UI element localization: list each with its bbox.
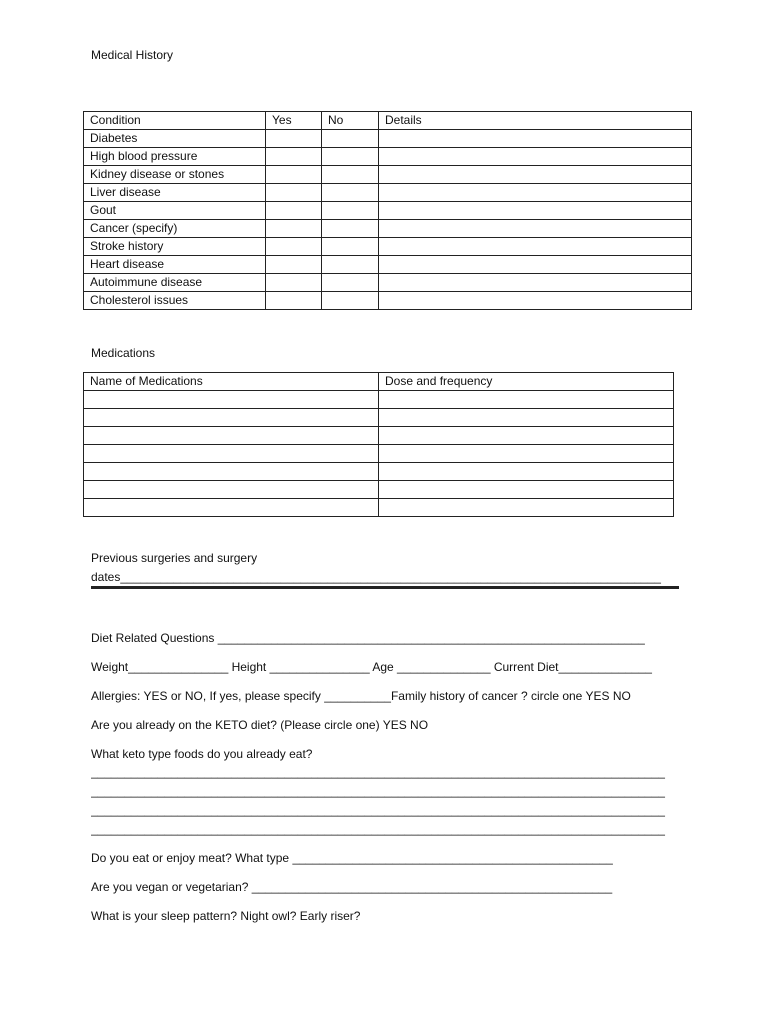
surgeries-label: Previous surgeries and surgery xyxy=(91,551,258,565)
answer-line[interactable]: ______________________________________________________________________________________ xyxy=(91,784,665,798)
details-cell[interactable] xyxy=(379,292,692,310)
condition-label: Liver disease xyxy=(84,184,266,202)
surgeries-dates-line[interactable]: dates_________________________________________________________________________________ xyxy=(91,570,661,584)
keto-foods-question: What keto type foods do you already eat? xyxy=(91,747,313,761)
condition-label: Stroke history xyxy=(84,238,266,256)
condition-label: Diabetes xyxy=(84,130,266,148)
no-cell[interactable] xyxy=(322,256,379,274)
no-cell[interactable] xyxy=(322,202,379,220)
yes-cell[interactable] xyxy=(266,148,322,166)
table-row xyxy=(84,220,692,238)
no-cell[interactable] xyxy=(322,274,379,292)
no-cell[interactable] xyxy=(322,148,379,166)
medications-title: Medications xyxy=(91,346,156,360)
medication-name-cell[interactable] xyxy=(84,499,379,517)
no-cell[interactable] xyxy=(322,184,379,202)
diet-questions-line[interactable]: Diet Related Questions ________________________________________________________________ xyxy=(91,631,645,645)
details-cell[interactable] xyxy=(379,148,692,166)
table-row xyxy=(84,445,674,463)
details-cell[interactable] xyxy=(379,220,692,238)
dose-frequency-cell[interactable] xyxy=(379,463,674,481)
keto-diet-question[interactable]: Are you already on the KETO diet? (Please circle one) YES NO xyxy=(91,718,429,732)
condition-label: Autoimmune disease xyxy=(84,274,266,292)
conditions-header-cell: Condition xyxy=(84,112,266,130)
dose-frequency-cell[interactable] xyxy=(379,427,674,445)
medication-name-cell[interactable] xyxy=(84,445,379,463)
medications-header-row xyxy=(84,373,674,391)
table-row xyxy=(84,499,674,517)
details-cell[interactable] xyxy=(379,184,692,202)
medication-name-cell[interactable] xyxy=(84,463,379,481)
allergies-line[interactable]: Allergies: YES or NO, If yes, please specify __________Family history of cancer ? circle one YES NO xyxy=(91,689,631,703)
condition-label: Cancer (specify) xyxy=(84,220,266,238)
sleep-question: What is your sleep pattern? Night owl? Early riser? xyxy=(91,909,361,923)
conditions-header-cell: Yes xyxy=(266,112,322,130)
dose-frequency-cell[interactable] xyxy=(379,481,674,499)
table-row xyxy=(84,184,692,202)
condition-label: Heart disease xyxy=(84,256,266,274)
table-row xyxy=(84,166,692,184)
dose-frequency-cell[interactable] xyxy=(379,391,674,409)
yes-cell[interactable] xyxy=(266,274,322,292)
no-cell[interactable] xyxy=(322,292,379,310)
yes-cell[interactable] xyxy=(266,292,322,310)
no-cell[interactable] xyxy=(322,166,379,184)
table-row xyxy=(84,463,674,481)
medication-name-cell[interactable] xyxy=(84,481,379,499)
table-row xyxy=(84,292,692,310)
page-title: Medical History xyxy=(91,48,174,62)
yes-cell[interactable] xyxy=(266,202,322,220)
no-cell[interactable] xyxy=(322,130,379,148)
condition-label: Cholesterol issues xyxy=(84,292,266,310)
dose-frequency-cell[interactable] xyxy=(379,499,674,517)
yes-cell[interactable] xyxy=(266,238,322,256)
section-divider xyxy=(91,586,679,589)
yes-cell[interactable] xyxy=(266,166,322,184)
no-cell[interactable] xyxy=(322,238,379,256)
conditions-header-cell: Details xyxy=(379,112,692,130)
medication-name-cell[interactable] xyxy=(84,409,379,427)
dose-frequency-cell[interactable] xyxy=(379,409,674,427)
table-row xyxy=(84,256,692,274)
conditions-header-row xyxy=(84,112,692,130)
conditions-header-cell: No xyxy=(322,112,379,130)
meat-question[interactable]: Do you eat or enjoy meat? What type ________________________________________________ xyxy=(91,851,613,865)
condition-label: High blood pressure xyxy=(84,148,266,166)
table-row xyxy=(84,481,674,499)
yes-cell[interactable] xyxy=(266,220,322,238)
measurements-line[interactable]: Weight_______________ Height _______________ Age ______________ Current Diet______________ xyxy=(91,660,652,674)
table-row xyxy=(84,391,674,409)
answer-line[interactable]: ______________________________________________________________________________________ xyxy=(91,822,665,836)
table-row xyxy=(84,148,692,166)
table-row xyxy=(84,202,692,220)
condition-label: Gout xyxy=(84,202,266,220)
table-row xyxy=(84,409,674,427)
medication-name-cell[interactable] xyxy=(84,391,379,409)
condition-label: Kidney disease or stones xyxy=(84,166,266,184)
yes-cell[interactable] xyxy=(266,130,322,148)
table-row xyxy=(84,130,692,148)
conditions-table xyxy=(83,111,692,310)
dose-frequency-cell[interactable] xyxy=(379,445,674,463)
yes-cell[interactable] xyxy=(266,184,322,202)
medications-header-cell: Name of Medications xyxy=(84,373,379,391)
yes-cell[interactable] xyxy=(266,256,322,274)
vegan-question[interactable]: Are you vegan or vegetarian? ______________________________________________________ xyxy=(91,880,613,894)
table-row xyxy=(84,238,692,256)
no-cell[interactable] xyxy=(322,220,379,238)
answer-line[interactable]: ______________________________________________________________________________________ xyxy=(91,765,665,779)
medications-header-cell: Dose and frequency xyxy=(379,373,674,391)
details-cell[interactable] xyxy=(379,274,692,292)
details-cell[interactable] xyxy=(379,256,692,274)
details-cell[interactable] xyxy=(379,202,692,220)
medication-name-cell[interactable] xyxy=(84,427,379,445)
medications-table xyxy=(83,372,674,517)
table-row xyxy=(84,427,674,445)
details-cell[interactable] xyxy=(379,130,692,148)
details-cell[interactable] xyxy=(379,166,692,184)
answer-line[interactable]: ______________________________________________________________________________________ xyxy=(91,803,665,817)
details-cell[interactable] xyxy=(379,238,692,256)
table-row xyxy=(84,274,692,292)
